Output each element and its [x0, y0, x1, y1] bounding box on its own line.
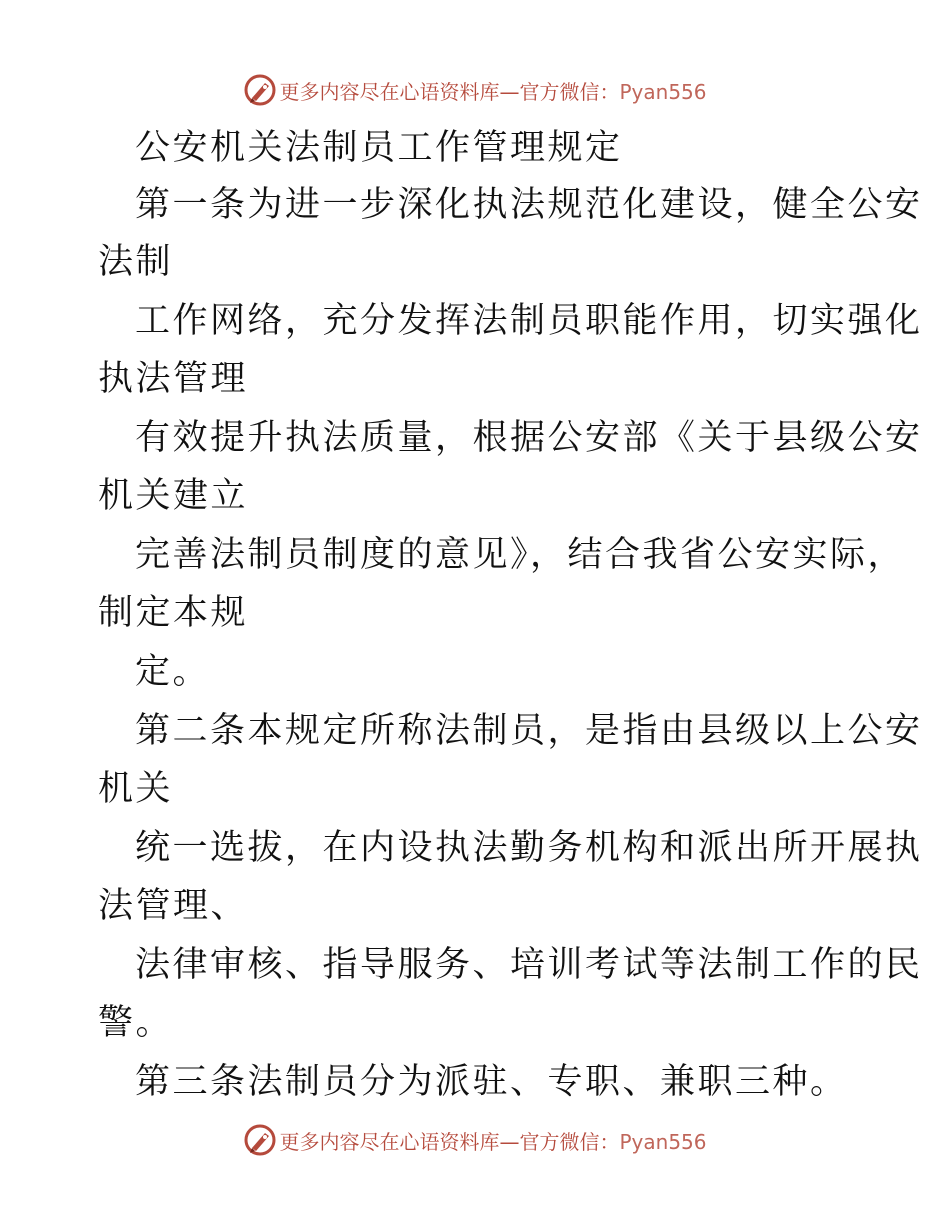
watermark-footer — [0, 1120, 950, 1160]
watermark-text — [279, 76, 706, 105]
text-line: 机关 — [98, 769, 174, 809]
text-line: 制定本规 — [98, 593, 249, 633]
text-line: 警。 — [98, 1003, 174, 1043]
text-line: 执法管理 — [98, 359, 249, 399]
watermark-prefix: 更多内容尽在心语资料库—官方微信： — [279, 1129, 620, 1154]
pen-logo-icon — [243, 1123, 277, 1157]
pen-logo-icon — [243, 73, 277, 107]
text-line: 有效提升执法质量，根据公安部《关于县级公安 — [135, 418, 923, 458]
watermark-header — [0, 70, 950, 110]
watermark-wechat-id: Pyan556 — [619, 1129, 707, 1154]
watermark-prefix: 更多内容尽在心语资料库—官方微信： — [279, 79, 620, 104]
document-title: 公安机关法制员工作管理规定 — [135, 128, 623, 168]
text-line: 法制 — [98, 242, 174, 282]
text-line: 第三条法制员分为派驻、专职、兼职三种。 — [135, 1062, 848, 1102]
text-line: 第二条本规定所称法制员，是指由县级以上公安 — [135, 711, 923, 751]
text-line: 统一选拔，在内设执法勤务机构和派出所开展执 — [135, 828, 923, 868]
text-line: 定。 — [135, 652, 211, 692]
text-line: 机关建立 — [98, 476, 249, 516]
text-line: 第一条为进一步深化执法规范化建设，健全公安 — [135, 185, 923, 225]
text-line: 完善法制员制度的意见》，结合我省公安实际， — [135, 535, 906, 575]
text-line: 法管理、 — [98, 886, 249, 926]
watermark-text — [279, 1126, 706, 1155]
text-line: 法律审核、指导服务、培训考试等法制工作的民 — [135, 945, 923, 985]
text-line: 工作网络，充分发挥法制员职能作用，切实强化 — [135, 301, 923, 341]
watermark-wechat-id: Pyan556 — [619, 79, 707, 104]
